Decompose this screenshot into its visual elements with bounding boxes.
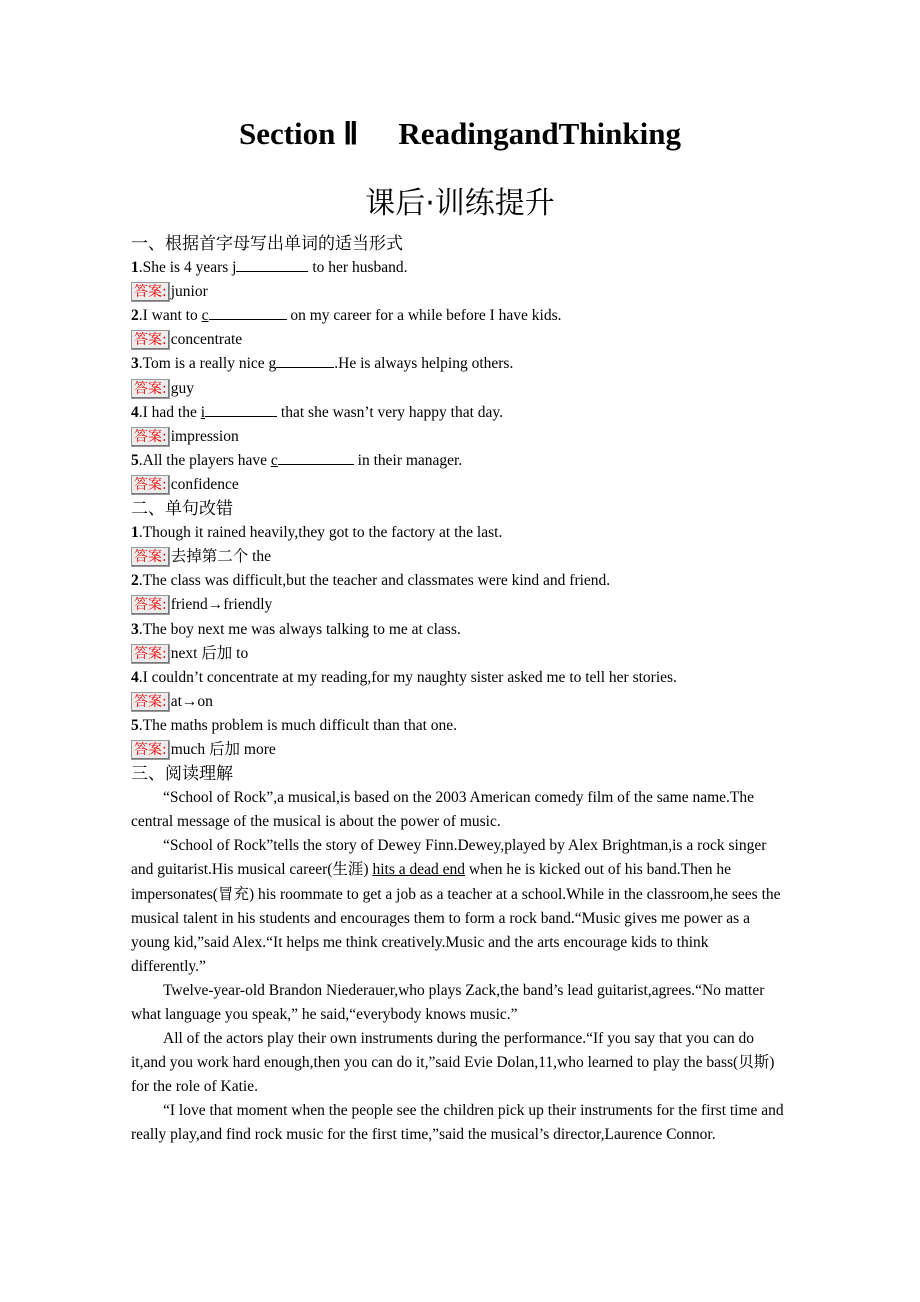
question xyxy=(131,401,787,425)
answer-text: guy xyxy=(170,379,194,397)
question-text: .The maths problem is much difficult than that one. xyxy=(138,716,458,734)
initial-letter: g xyxy=(268,355,277,373)
part2-heading: 二、单句改错 xyxy=(131,499,233,520)
answer-label[interactable]: 答案: xyxy=(131,547,170,567)
question xyxy=(131,449,787,473)
answer-text: at→on xyxy=(170,692,213,710)
paragraph: “I love that moment when the people see the children pick up their instruments for the first time and really play,and find rock music for the first time,”said the musical’s director,Laurence Connor. xyxy=(131,1102,784,1144)
answer-label[interactable]: 答案: xyxy=(131,282,170,302)
answer-text: concentrate xyxy=(170,331,243,349)
question-number: 1 xyxy=(131,524,139,542)
answer-text: impression xyxy=(170,427,239,445)
answer-text: next 后加 to xyxy=(170,644,249,662)
answer-line xyxy=(131,593,787,617)
paragraph: All of the actors play their own instruments during the performance.“If you say that you can do it,and you work hard enough,then you can do it,”said Evie Dolan,11,who learned to play the bass(贝斯) for the role of Katie. xyxy=(131,1030,775,1096)
initial-letter: c xyxy=(270,451,278,469)
answer-label[interactable]: 答案: xyxy=(131,330,170,350)
question-text: that she wasn’t very happy that day. xyxy=(277,403,504,421)
question xyxy=(131,256,787,280)
question-text: .I had the xyxy=(138,403,201,421)
question-number: 5 xyxy=(131,451,139,469)
question-number: 2 xyxy=(131,307,139,325)
answer-label[interactable]: 答案: xyxy=(131,427,170,447)
question xyxy=(131,714,787,738)
answer-label[interactable]: 答案: xyxy=(131,644,170,664)
part1-heading: 一、根据首字母写出单词的适当形式 xyxy=(131,234,403,254)
question-text: .I want to xyxy=(138,307,202,325)
question xyxy=(131,666,787,690)
answer-line xyxy=(131,690,787,714)
question xyxy=(131,304,787,328)
question-text: .The class was difficult,but the teacher and classmates were kind and friend. xyxy=(138,572,611,590)
answer-line xyxy=(131,642,787,666)
answer-blank xyxy=(271,452,354,469)
answer-line xyxy=(131,738,787,762)
answer-line xyxy=(131,473,787,497)
paragraph xyxy=(131,834,787,979)
question-number: 3 xyxy=(131,620,139,638)
paragraph: Twelve-year-old Brandon Niederauer,who plays Zack,the band’s lead guitarist,agrees.“No matter what language you speak,” he said,“everybody knows music.” xyxy=(131,981,765,1023)
worksheet-content xyxy=(131,232,787,1148)
question-number: 3 xyxy=(131,355,139,373)
section-label: Section Ⅱ xyxy=(238,116,359,151)
answer-label[interactable]: 答案: xyxy=(131,379,170,399)
question-number: 2 xyxy=(131,572,139,590)
question-text: .I couldn’t concentrate at my reading,for my naughty sister asked me to tell her stories. xyxy=(138,668,677,686)
answer-text: confidence xyxy=(170,475,239,493)
question-number: 4 xyxy=(131,403,139,421)
question-text: .The boy next me was always talking to me at class. xyxy=(138,620,461,638)
answer-label[interactable]: 答案: xyxy=(131,740,170,760)
underlined-phrase: hits a dead end xyxy=(372,861,466,879)
question xyxy=(131,569,787,593)
question-text: .Tom is a really nice xyxy=(138,355,269,373)
answer-line xyxy=(131,545,787,569)
initial-letter: c xyxy=(201,307,209,325)
question-text: .He is always helping others. xyxy=(334,355,514,373)
question xyxy=(131,521,787,545)
paragraph: “School of Rock”,a musical,is based on the 2003 American comedy film of the same name.The central message of the musical is about the power of music. xyxy=(131,789,754,831)
question-number: 4 xyxy=(131,668,139,686)
answer-line xyxy=(131,328,787,352)
subtitle: 课后·训练提升 xyxy=(365,186,555,221)
question-text: to her husband. xyxy=(308,259,408,277)
initial-letter: j xyxy=(232,259,237,277)
text: “School of Rock”tells the story of Dewey Finn.Dewey,played by Alex Brightman,is a rock singer and guitarist.His musical career(生涯) xyxy=(131,837,767,879)
answer-blank xyxy=(201,404,277,421)
answer-text: 去掉第二个 the xyxy=(170,548,272,566)
question xyxy=(131,618,787,642)
question-number: 1 xyxy=(131,259,139,277)
question-number: 5 xyxy=(131,716,139,734)
question xyxy=(131,352,787,376)
question-text: .She is 4 years xyxy=(138,259,233,277)
question-text: .Though it rained heavily,they got to the factory at the last. xyxy=(138,524,503,542)
answer-blank xyxy=(269,355,335,372)
answer-label[interactable]: 答案: xyxy=(131,692,170,712)
answer-line xyxy=(131,280,787,304)
initial-letter: i xyxy=(200,403,206,421)
answer-blank xyxy=(232,259,308,276)
answer-blank xyxy=(202,307,287,324)
question-text: on my career for a while before I have kids. xyxy=(286,307,562,325)
answer-label[interactable]: 答案: xyxy=(131,595,170,615)
answer-text: friend→friendly xyxy=(170,596,273,614)
answer-text: much 后加 more xyxy=(170,740,276,758)
answer-text: junior xyxy=(170,283,208,301)
question-text: in their manager. xyxy=(353,451,463,469)
text: when he is kicked out of his band.Then he impersonates(冒充) his roommate to get a job as a teacher at a school.While in the classroom,he sees the musical talent in his students and encourages them to form a rock band.“Music gives me power as a young kid,”said Alex.“It helps me think creatively.Music and the arts encourage kids to think differently.” xyxy=(131,861,781,975)
answer-line xyxy=(131,377,787,401)
topic-label: ReadingandThinking xyxy=(398,116,682,151)
answer-line xyxy=(131,425,787,449)
part3-heading: 三、阅读理解 xyxy=(131,764,233,785)
page-title xyxy=(0,116,920,152)
question-text: .All the players have xyxy=(138,451,271,469)
answer-label[interactable]: 答案: xyxy=(131,475,170,495)
